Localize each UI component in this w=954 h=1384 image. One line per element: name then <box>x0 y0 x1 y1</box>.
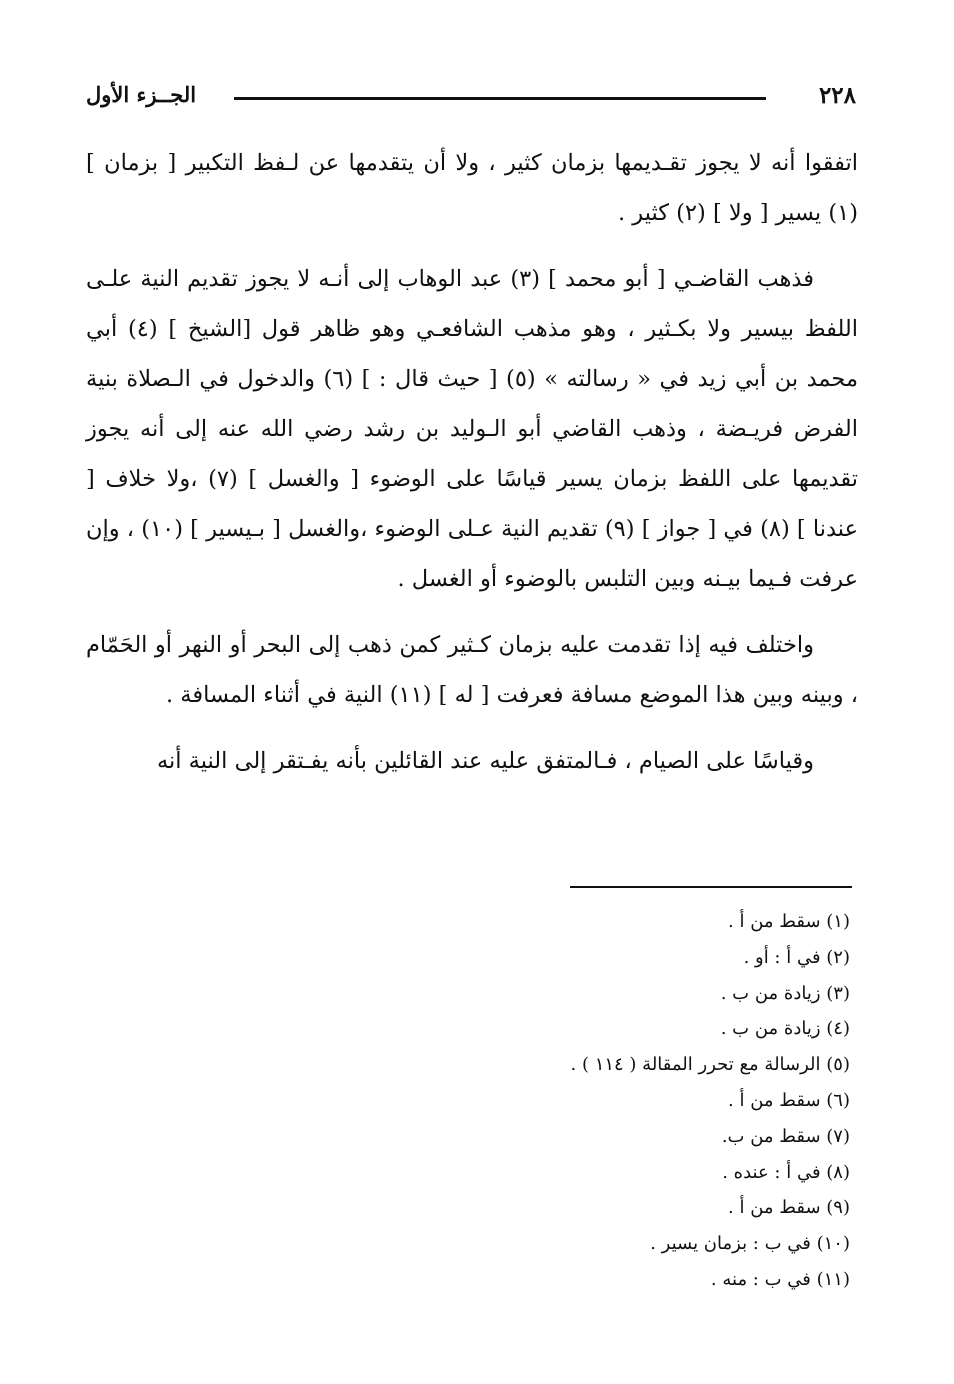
volume-title: الجــزء الأول <box>86 82 197 107</box>
header-rule <box>234 97 766 100</box>
footnote-separator <box>570 886 852 888</box>
footnote: (٨) في أ : عنده . <box>722 1161 850 1183</box>
footnote: (٦) سقط من أ . <box>728 1089 850 1111</box>
paragraph: واختلف فيه إذا تقدمت عليه بزمان كـثير كمن ذهب إلى البحر أو النهر أو الحَمّام ، وبينه وبين هذا الموضع مسافة فعرفت [ له ] (١١) النية في أثناء المسافة . <box>86 632 858 708</box>
footnote: (٩) سقط من أ . <box>728 1197 850 1219</box>
footnote: (١) سقط من أ . <box>728 911 850 932</box>
paragraph: فذهب القاضـي [ أبو محمد ] (٣) عبد الوهاب إلى أنـه لا يجوز تقديم النية علـى اللفظ بيسير ولا بكـثير ، وهو مذهب الشافعـي وهو ظاهر قول [الشيخ ] (٤) أبي محمد بن أبي زيد في « رسالته » (٥) [ حيث قال : ] (٦) والدخول في الـصلاة بنية الفرض فريـضة ، وذهب القاضي أبو الـوليد بن رشد رضي الله عنه إلى أنه يجوز تقديمها على اللفظ بزمان يسير قياسًا على الوضوء [ والغسل ] (٧) ،ولا خلاف [ عندنا ] (٨) في [ جواز ] (٩) تقديم النية عـلى الوضوء ،والغسل [ بـيسير ] (١٠) ، وإن عرفت فـيما بيـنه وبين التلبس بالوضوء أو الغسل . <box>86 266 859 592</box>
footnote: (٧) سقط من ب. <box>721 1125 850 1147</box>
footnotes <box>430 904 850 1298</box>
paragraph: اتفقوا أنه لا يجوز تقـديمها بزمان كثير ، ولا أن يتقدمها عن لـفظ التكبير [ بزمان ] (١) يسير [ ولا ] (٢) كثير . <box>86 150 858 226</box>
footnote: (٥) الرسالة مع تحرر المقالة ( ١١٤ ) . <box>570 1054 850 1076</box>
footnote: (١١) في ب : منه . <box>710 1268 850 1290</box>
page-number: ٢٢٨ <box>818 82 856 109</box>
paragraph: وقياسًا على الصيام ، فـالمتفق عليه عند القائلين بأنه يفـتقر إلى النية أنه <box>156 748 814 774</box>
footnote: (١٠) في ب : بزمان يسير . <box>650 1233 850 1255</box>
footnote: (٤) زيادة من ب . <box>720 1018 850 1040</box>
page-header <box>86 78 856 118</box>
footnote: (٣) زيادة من ب . <box>720 982 850 1004</box>
footnote: (٢) في أ : أو . <box>743 946 850 968</box>
main-text <box>86 138 858 802</box>
